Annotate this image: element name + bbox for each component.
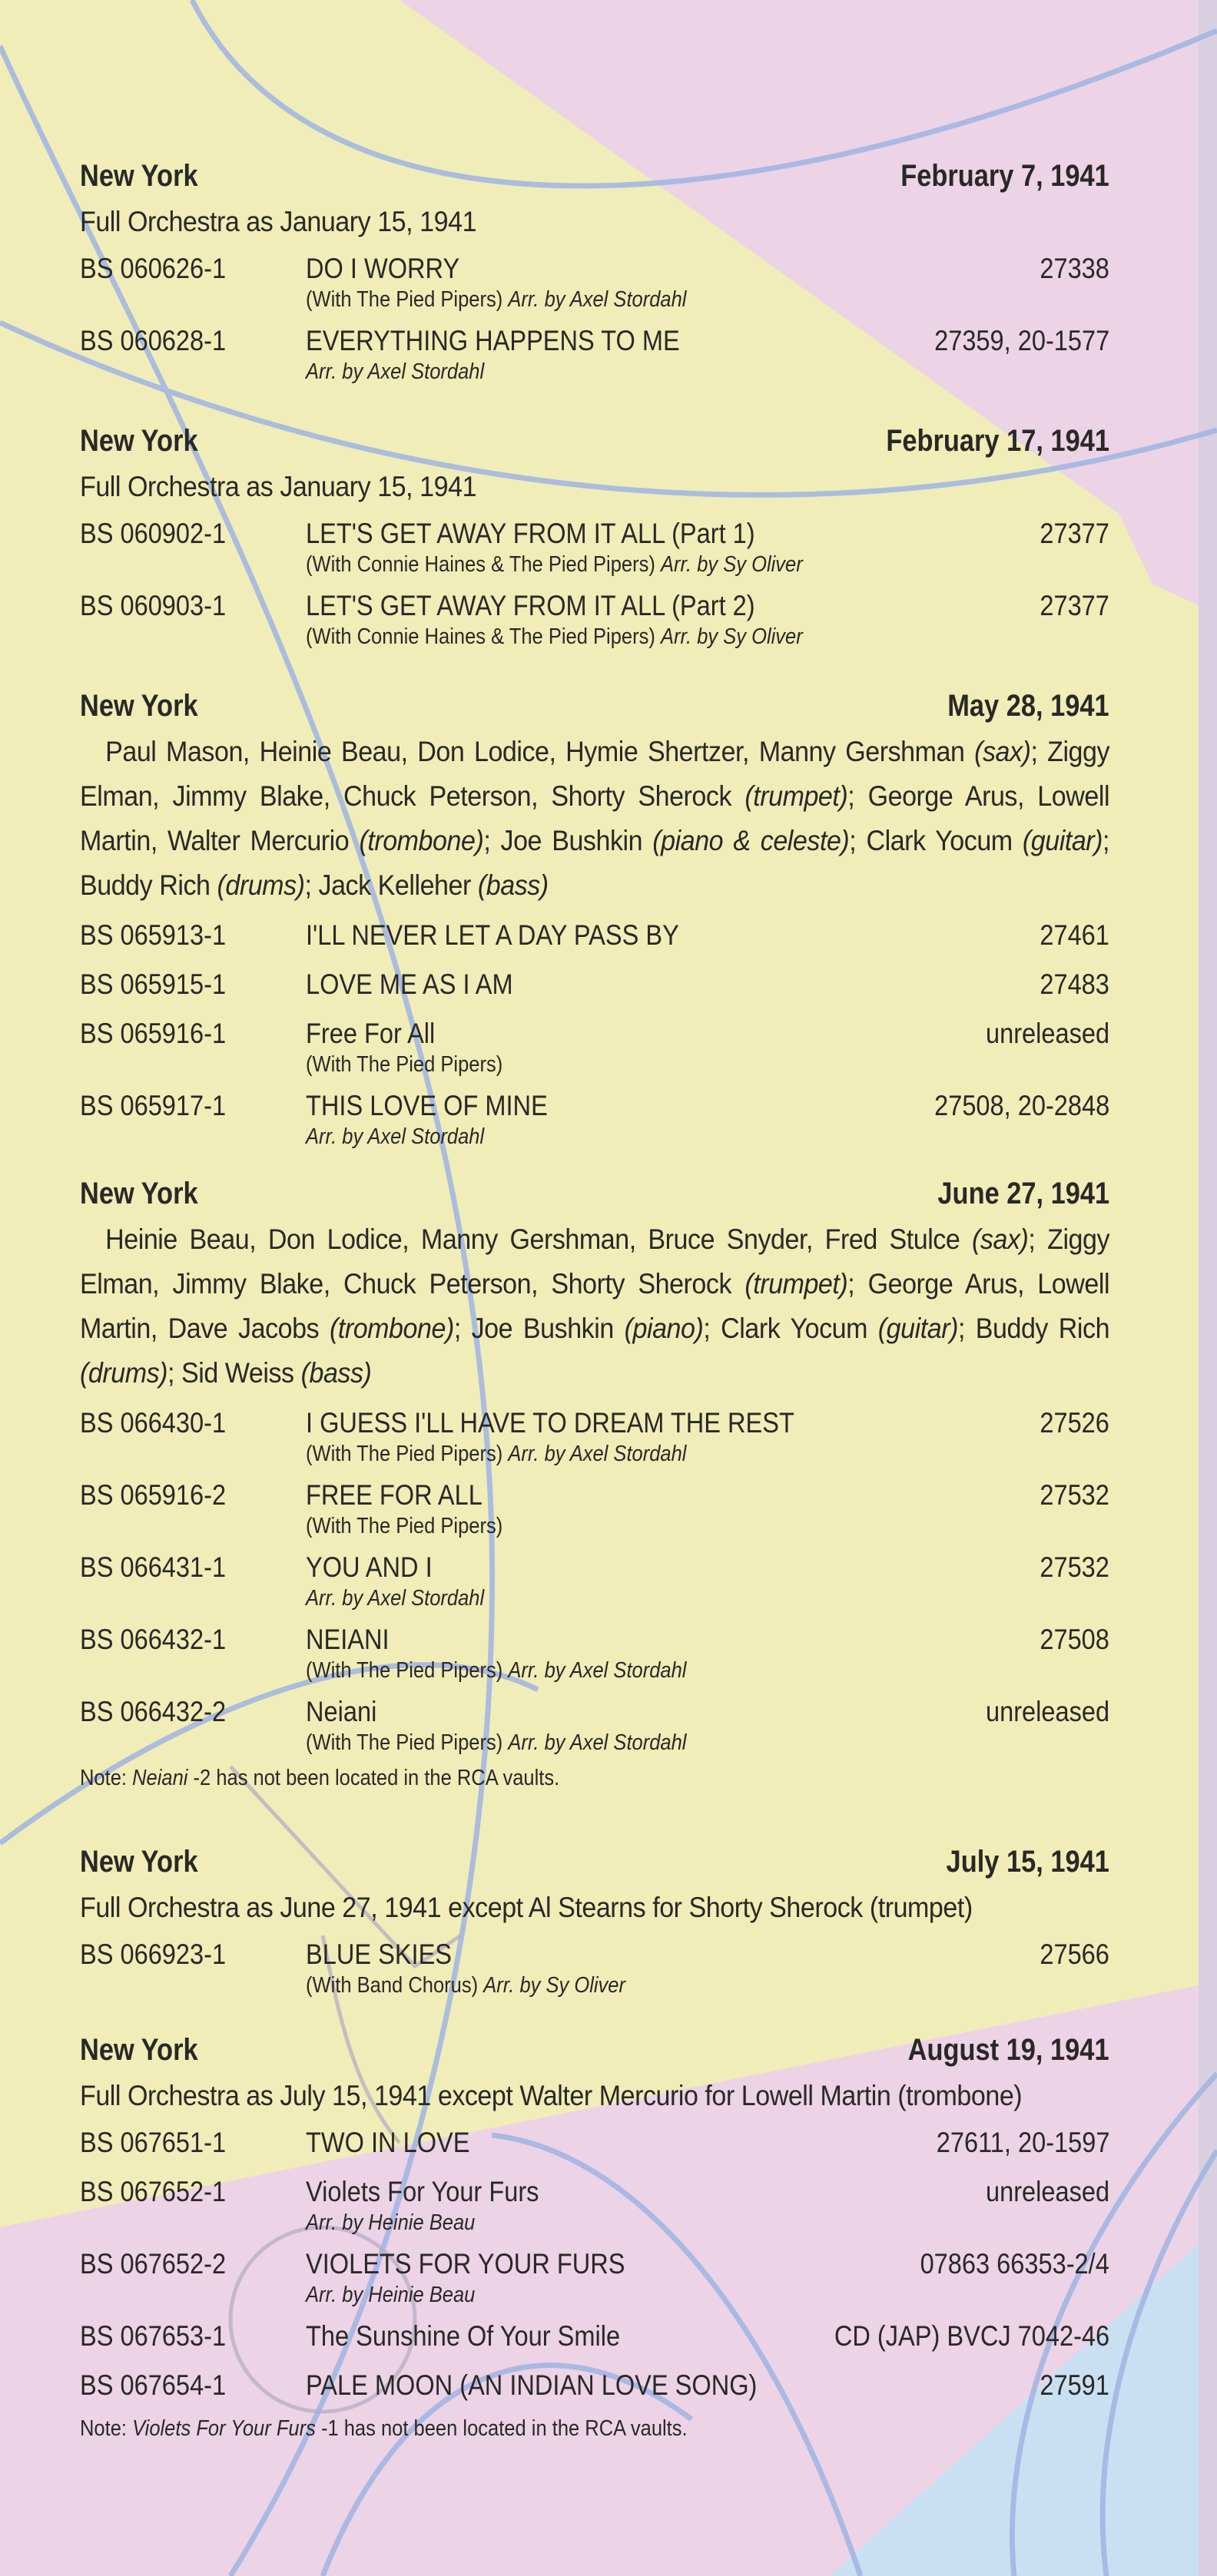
note-title: Neiani xyxy=(132,1766,188,1790)
arranger-credit: Arr. by Axel Stordahl xyxy=(306,1124,485,1149)
session-date: May 28, 1941 xyxy=(947,689,1109,723)
track-row xyxy=(80,963,1109,1006)
song-title: Free For All xyxy=(306,1018,436,1049)
matrix-number: BS 067652-1 xyxy=(80,2176,227,2207)
matrix-number: BS 066923-1 xyxy=(80,1939,227,1970)
instrument-label: (trumpet) xyxy=(744,780,848,812)
catalog-number: 07863 66353-2/4 xyxy=(920,2248,1109,2280)
vocal-credit: (With The Pied Pipers) xyxy=(306,1052,503,1077)
track-credits xyxy=(306,1051,1013,1078)
musician-names: ; Buddy Rich xyxy=(957,1313,1110,1344)
track-row xyxy=(80,1084,1109,1151)
session-date: February 17, 1941 xyxy=(886,424,1109,458)
catalog-number: 27566 xyxy=(1040,1939,1109,1970)
matrix-number: BS 067652-2 xyxy=(80,2248,227,2280)
song-title: I'LL NEVER LET A DAY PASS BY xyxy=(306,919,679,951)
catalog-number: unreleased xyxy=(985,2176,1109,2207)
song-title: PALE MOON (AN INDIAN LOVE SONG) xyxy=(306,2369,758,2401)
matrix-number: BS 067653-1 xyxy=(80,2320,227,2352)
track-credits xyxy=(306,1512,1013,1540)
matrix-number: BS 060628-1 xyxy=(80,325,227,356)
note-prefix: Note: xyxy=(80,1766,133,1790)
session-note xyxy=(80,2413,986,2444)
musician-names: ; Buddy Rich xyxy=(80,825,1110,901)
instrument-label: (drums) xyxy=(80,1357,168,1389)
session-date: June 27, 1941 xyxy=(937,1177,1109,1210)
personnel xyxy=(80,730,1109,908)
musician-names: Heinie Beau, Don Lodice, Manny Gershman, Bruce Snyder, Fred Stulce xyxy=(105,1223,973,1255)
matrix-number: BS 065917-1 xyxy=(80,1090,227,1121)
musician-names: ; Jack Kelleher xyxy=(304,869,478,901)
song-title: YOU AND I xyxy=(306,1551,433,1583)
session-location: New York xyxy=(80,1177,198,1210)
session-date: July 15, 1941 xyxy=(946,1845,1109,1879)
session-header xyxy=(80,154,1109,200)
arranger-credit: Arr. by Axel Stordahl xyxy=(306,359,485,384)
matrix-number: BS 066431-1 xyxy=(80,1551,227,1583)
track-row xyxy=(80,1546,1109,1612)
session xyxy=(80,2028,1109,2444)
track-row xyxy=(80,1474,1109,1540)
session-header xyxy=(80,1839,1109,1886)
song-title: THIS LOVE OF MINE xyxy=(306,1090,548,1121)
song-title: LOVE ME AS I AM xyxy=(306,968,513,1000)
track-credits xyxy=(306,551,1013,578)
musician-names: ; Joe Bushkin xyxy=(453,1313,625,1344)
catalog-number: unreleased xyxy=(985,1696,1109,1727)
catalog-number: CD (JAP) BVCJ 7042-46 xyxy=(834,2320,1109,2352)
track-row xyxy=(80,2364,1109,2407)
catalog-number: 27377 xyxy=(1040,590,1109,621)
track-row xyxy=(80,2243,1109,2309)
song-title: Violets For Your Furs xyxy=(306,2176,539,2207)
track-row xyxy=(80,2121,1109,2164)
track-row xyxy=(80,1618,1109,1684)
catalog-number: unreleased xyxy=(985,1018,1109,1049)
vocal-credit: (With Connie Haines & The Pied Pipers) xyxy=(306,552,655,577)
track-row xyxy=(80,1933,1109,1999)
session xyxy=(80,154,1109,392)
track-row xyxy=(80,914,1109,957)
instrument-label: (bass) xyxy=(477,869,549,901)
musician-names: ; George Arus, Lowell Martin, Dave Jacobs xyxy=(80,1268,1110,1344)
session-location: New York xyxy=(80,159,198,193)
arranger-credit: Arr. by Axel Stordahl xyxy=(306,1586,485,1611)
track-row xyxy=(80,1690,1109,1757)
track-credits xyxy=(306,2209,1013,2237)
session-note xyxy=(80,1763,986,1793)
session-header xyxy=(80,2028,1109,2074)
song-title: TWO IN LOVE xyxy=(306,2127,470,2158)
track-credits xyxy=(306,1584,1013,1612)
musician-names: Paul Mason, Heinie Beau, Don Lodice, Hymie Shertzer, Manny Gershman xyxy=(105,736,975,767)
session-location: New York xyxy=(80,2033,198,2067)
track-credits xyxy=(306,1657,1013,1684)
arranger-credit: Arr. by Axel Stordahl xyxy=(508,1658,687,1683)
instrument-label: (sax) xyxy=(974,736,1031,767)
vocal-credit: (With The Pied Pipers) xyxy=(306,287,503,312)
song-title: The Sunshine Of Your Smile xyxy=(306,2320,621,2352)
arranger-credit: Arr. by Heinie Beau xyxy=(306,2210,476,2235)
instrument-label: (trumpet) xyxy=(744,1268,848,1300)
catalog-number: 27508, 20-2848 xyxy=(933,1090,1109,1121)
musician-names: ; Ziggy Elman, Jimmy Blake, Chuck Peterson, Shorty Sherock xyxy=(80,736,1110,812)
matrix-number: BS 067651-1 xyxy=(80,2127,227,2158)
track-credits xyxy=(306,2281,1013,2309)
note-text: -1 has not been located in the RCA vaults. xyxy=(315,2416,688,2441)
personnel xyxy=(80,1217,1109,1396)
track-row xyxy=(80,512,1109,578)
matrix-number: BS 065913-1 xyxy=(80,919,227,951)
catalog-number: 27461 xyxy=(1040,919,1109,951)
session xyxy=(80,684,1109,1157)
instrument-label: (piano & celeste) xyxy=(652,825,850,856)
song-title: FREE FOR ALL xyxy=(306,1479,482,1511)
track-row xyxy=(80,584,1109,651)
song-title: EVERYTHING HAPPENS TO ME xyxy=(306,325,680,356)
song-title: DO I WORRY xyxy=(306,253,460,284)
vocal-credit: (With Connie Haines & The Pied Pipers) xyxy=(306,624,655,649)
track-credits xyxy=(306,623,1013,651)
note-prefix: Note: xyxy=(80,2416,133,2441)
arranger-credit: Arr. by Heinie Beau xyxy=(306,2283,476,2307)
song-title: NEIANI xyxy=(306,1624,390,1655)
arranger-credit: Arr. by Sy Oliver xyxy=(660,552,803,577)
personnel: Full Orchestra as July 15, 1941 except Walter Mercurio for Lowell Martin (trombone) xyxy=(80,2080,1023,2111)
vocal-credit: (With The Pied Pipers) xyxy=(306,1730,503,1755)
song-title: LET'S GET AWAY FROM IT ALL (Part 2) xyxy=(306,590,755,621)
session-header xyxy=(80,684,1109,730)
matrix-number: BS 060626-1 xyxy=(80,253,227,284)
catalog-number: 27591 xyxy=(1040,2369,1109,2401)
song-title: VIOLETS FOR YOUR FURS xyxy=(306,2248,625,2280)
track-row xyxy=(80,247,1109,313)
note-text: -2 has not been located in the RCA vaults. xyxy=(187,1766,560,1790)
session-location: New York xyxy=(80,689,198,723)
musician-names: ; Ziggy Elman, Jimmy Blake, Chuck Peterson, Shorty Sherock xyxy=(80,1223,1110,1300)
instrument-label: (sax) xyxy=(972,1223,1029,1255)
vocal-credit: (With Band Chorus) xyxy=(306,1973,479,1998)
session-date: February 7, 1941 xyxy=(900,159,1109,193)
track-credits xyxy=(306,1972,1013,1999)
instrument-label: (piano) xyxy=(624,1313,704,1344)
musician-names: ; George Arus, Lowell Martin, Walter Mercurio xyxy=(80,780,1110,856)
vocal-credit: (With The Pied Pipers) xyxy=(306,1658,503,1683)
track-row xyxy=(80,2170,1109,2237)
catalog-number: 27611, 20-1597 xyxy=(936,2127,1109,2158)
matrix-number: BS 065915-1 xyxy=(80,968,227,1000)
instrument-label: (bass) xyxy=(300,1357,372,1389)
arranger-credit: Arr. by Axel Stordahl xyxy=(508,1442,687,1466)
personnel: Full Orchestra as June 27, 1941 except Al Stearns for Shorty Sherock (trumpet) xyxy=(80,1892,973,1923)
instrument-label: (trombone) xyxy=(329,1313,454,1344)
track-row xyxy=(80,1012,1109,1078)
musician-names: ; Clark Yocum xyxy=(703,1313,878,1344)
vocal-credit: (With The Pied Pipers) xyxy=(306,1514,503,1538)
track-row xyxy=(80,320,1109,386)
song-title: I GUESS I'LL HAVE TO DREAM THE REST xyxy=(306,1407,794,1439)
session xyxy=(80,1839,1109,2005)
catalog-number: 27377 xyxy=(1040,518,1109,549)
instrument-label: (trombone) xyxy=(359,825,484,856)
catalog-number: 27526 xyxy=(1040,1407,1109,1439)
track-credits xyxy=(306,1729,1013,1757)
track-credits xyxy=(306,358,1013,386)
musician-names: ; Clark Yocum xyxy=(849,825,1023,856)
session-header xyxy=(80,419,1109,465)
session xyxy=(80,1171,1109,1793)
vocal-credit: (With The Pied Pipers) xyxy=(306,1442,503,1466)
session-header xyxy=(80,1171,1109,1217)
catalog-number: 27338 xyxy=(1040,253,1109,284)
catalog-number: 27532 xyxy=(1040,1551,1109,1583)
note-title: Violets For Your Furs xyxy=(132,2416,316,2441)
musician-names: ; Joe Bushkin xyxy=(483,825,653,856)
arranger-credit: Arr. by Axel Stordahl xyxy=(508,287,687,312)
arranger-credit: Arr. by Axel Stordahl xyxy=(508,1730,687,1755)
session xyxy=(80,419,1109,657)
track-row xyxy=(80,2315,1109,2358)
song-title: BLUE SKIES xyxy=(306,1939,453,1970)
matrix-number: BS 066432-2 xyxy=(80,1696,227,1727)
matrix-number: BS 060903-1 xyxy=(80,590,227,621)
matrix-number: BS 060902-1 xyxy=(80,518,227,549)
matrix-number: BS 066432-1 xyxy=(80,1624,227,1655)
personnel: Full Orchestra as January 15, 1941 xyxy=(80,206,477,237)
instrument-label: (guitar) xyxy=(877,1313,958,1344)
session-location: New York xyxy=(80,1845,198,1879)
song-title: Neiani xyxy=(306,1696,377,1727)
track-row xyxy=(80,1402,1109,1468)
arranger-credit: Arr. by Sy Oliver xyxy=(483,1973,626,1998)
catalog-number: 27483 xyxy=(1040,968,1109,1000)
instrument-label: (drums) xyxy=(217,869,305,901)
arranger-credit: Arr. by Sy Oliver xyxy=(660,624,803,649)
catalog-number: 27532 xyxy=(1040,1479,1109,1511)
song-title: LET'S GET AWAY FROM IT ALL (Part 1) xyxy=(306,518,755,549)
matrix-number: BS 067654-1 xyxy=(80,2369,227,2401)
session-location: New York xyxy=(80,424,198,458)
musician-names: ; Sid Weiss xyxy=(167,1357,301,1389)
catalog-number: 27359, 20-1577 xyxy=(933,325,1109,356)
matrix-number: BS 065916-2 xyxy=(80,1479,227,1511)
track-credits xyxy=(306,1440,1013,1468)
track-credits xyxy=(306,286,1013,313)
matrix-number: BS 066430-1 xyxy=(80,1407,227,1439)
catalog-number: 27508 xyxy=(1040,1624,1109,1655)
instrument-label: (guitar) xyxy=(1022,825,1103,856)
matrix-number: BS 065916-1 xyxy=(80,1018,227,1049)
session-date: August 19, 1941 xyxy=(908,2033,1109,2067)
personnel: Full Orchestra as January 15, 1941 xyxy=(80,471,477,502)
track-credits xyxy=(306,1123,1013,1151)
